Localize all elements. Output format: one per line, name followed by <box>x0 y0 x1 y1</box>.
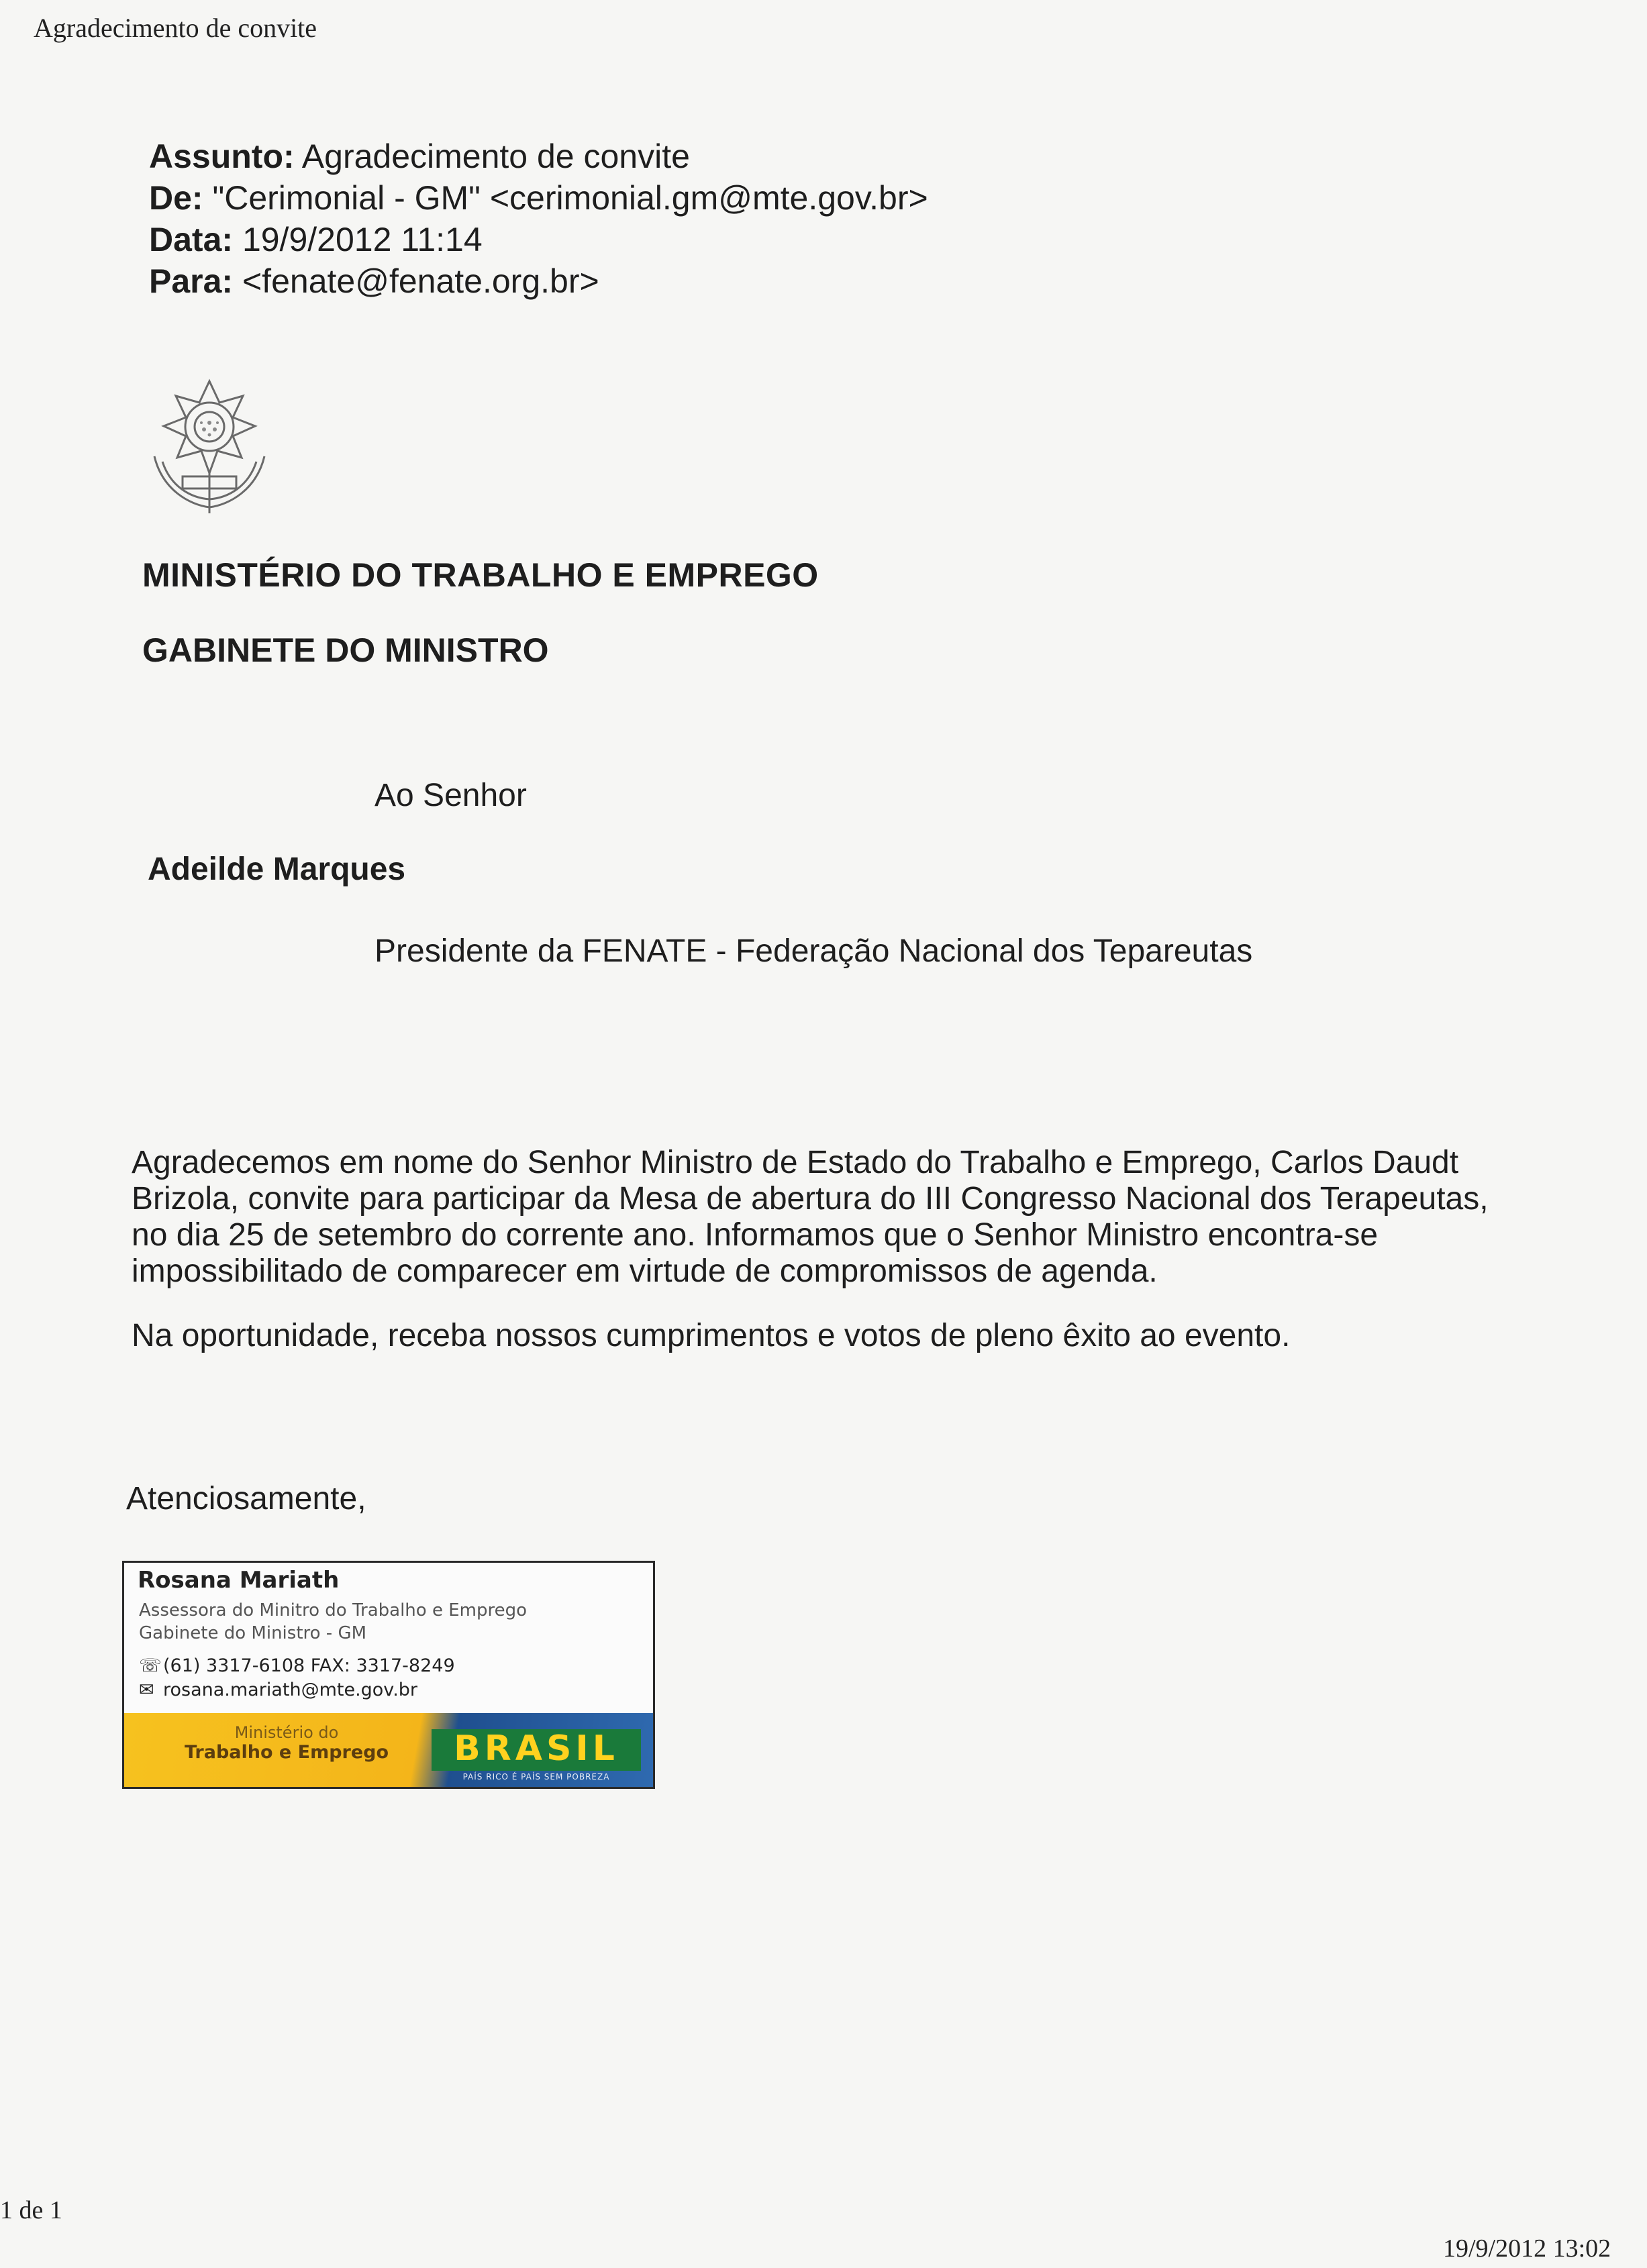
subject-label: Assunto: <box>149 138 295 175</box>
date-label: Data: <box>149 221 234 258</box>
page-header-title: Agradecimento de convite <box>34 13 317 43</box>
recipient-name: Adeilde Marques <box>148 852 406 887</box>
email-headers <box>149 136 928 302</box>
from-value: "Cerimonial - GM" <cerimonial.gm@mte.gov.br> <box>212 179 928 217</box>
brasil-logo: BRASIL <box>432 1729 641 1771</box>
signature-card <box>122 1561 655 1789</box>
banner-line-2: Trabalho e Emprego <box>184 1742 389 1763</box>
ministry-heading: MINISTÉRIO DO TRABALHO E EMPREGO <box>142 556 819 594</box>
signature-title: Assessora do Minitro do Trabalho e Emprego <box>139 1600 527 1620</box>
recipient-role: Presidente da FENATE - Federação Nacional dos Tepareutas <box>375 933 1253 969</box>
coat-of-arms-icon <box>142 376 277 517</box>
date-row <box>149 219 928 260</box>
brasil-slogan: PAÍS RICO É PAÍS SEM POBREZA <box>462 1772 610 1782</box>
to-label: Para: <box>149 262 234 300</box>
signature-department: Gabinete do Ministro - GM <box>139 1623 367 1643</box>
signature-phone-row <box>139 1655 455 1676</box>
letter-body <box>132 1145 1494 1382</box>
print-timestamp: 19/9/2012 13:02 <box>1443 2234 1611 2263</box>
to-row <box>149 260 928 302</box>
from-label: De: <box>149 179 203 217</box>
signature-email-row <box>139 1680 417 1700</box>
from-row <box>149 177 928 219</box>
letter-paragraph-1: Agradecemos em nome do Senhor Ministro de Estado do Trabalho e Emprego, Carlos Daudt Brizola, convite para participar da Mesa de abertura do III Congresso Nacional dos Terapeutas, no dia 25 de setembro do corrente ano. Informamos que o Senhor Ministro encontra-se impossibilitado de comparecer em virtude de compromissos de agenda. <box>132 1145 1489 1289</box>
letter-paragraph-2: Na oportunidade, receba nossos cumprimentos e votos de pleno êxito ao evento. <box>132 1318 1291 1353</box>
to-value: <fenate@fenate.org.br> <box>242 262 599 300</box>
cabinet-heading: GABINETE DO MINISTRO <box>142 631 549 669</box>
date-value: 19/9/2012 11:14 <box>242 221 483 258</box>
banner-ministry-text <box>166 1722 407 1763</box>
signature-email[interactable]: rosana.mariath@mte.gov.br <box>163 1680 418 1700</box>
subject-row <box>149 136 928 177</box>
banner-line-1: Ministério do <box>234 1723 339 1742</box>
closing: Atenciosamente, <box>126 1481 366 1516</box>
signature-name: Rosana Mariath <box>138 1567 340 1594</box>
signature-phone: (61) 3317-6108 FAX: 3317-8249 <box>163 1655 455 1676</box>
page-number: 1 de 1 <box>0 2196 62 2224</box>
ministry-banner <box>124 1713 653 1787</box>
salutation: Ao Senhor <box>375 778 527 813</box>
phone-icon: ☏ <box>139 1655 162 1676</box>
envelope-icon: ✉ <box>139 1680 154 1700</box>
subject-value: Agradecimento de convite <box>301 138 690 175</box>
